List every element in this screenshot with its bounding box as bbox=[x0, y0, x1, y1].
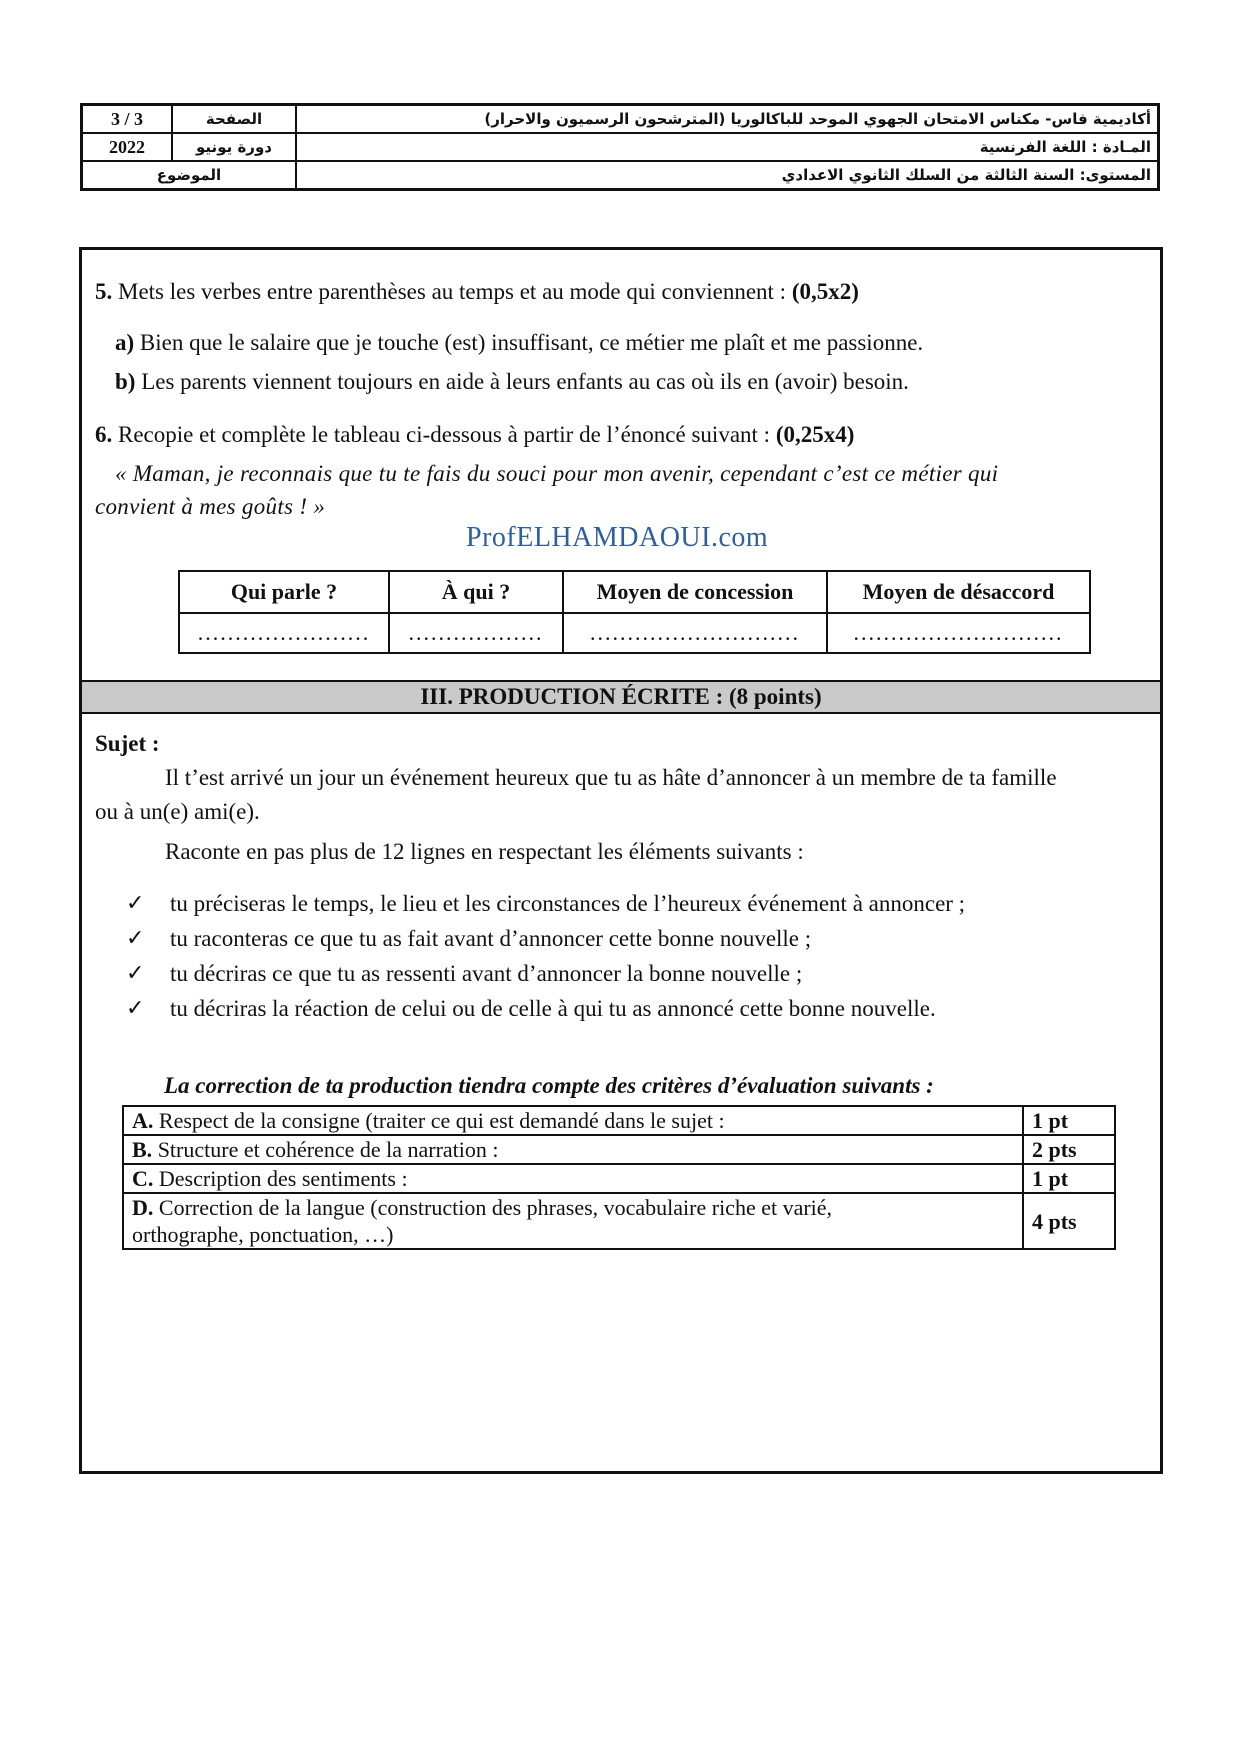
criteria-points: 2 pts bbox=[1023, 1135, 1115, 1164]
check-icon: ✓ bbox=[126, 960, 145, 985]
criteria-letter: C. bbox=[132, 1166, 154, 1191]
criteria-title: La correction de ta production tiendra compte des critères d’évaluation suivants : bbox=[164, 1073, 934, 1098]
watermark-text: ProfELHAMDAOUI.com bbox=[466, 522, 769, 553]
checklist-item: tu raconteras ce que tu as fait avant d’annoncer cette bonne nouvelle ; bbox=[170, 926, 812, 951]
subject-label: المـادة : اللغة الفرنسية bbox=[296, 133, 1159, 161]
question-5-number: 5. bbox=[95, 279, 113, 304]
criteria-text: Description des sentiments : bbox=[153, 1166, 408, 1191]
question-6-number: 6. bbox=[95, 422, 113, 447]
answer-header-recipient: À qui ? bbox=[389, 571, 563, 613]
exam-header-table bbox=[80, 103, 1160, 191]
mawdou-label: الموضوع bbox=[82, 161, 297, 190]
checklist-item: tu décriras ce que tu as ressenti avant d’annoncer la bonne nouvelle ; bbox=[170, 961, 803, 986]
question-6 bbox=[95, 421, 854, 449]
sujet-para-line-2: ou à un(e) ami(e). bbox=[95, 799, 260, 824]
question-5a bbox=[115, 329, 923, 357]
exam-content-frame bbox=[79, 247, 1163, 1474]
criteria-text-continued: orthographe, ponctuation, …) bbox=[132, 1222, 394, 1247]
criteria-text: Structure et cohérence de la narration : bbox=[152, 1137, 499, 1162]
answer-header-speaker: Qui parle ? bbox=[179, 571, 389, 613]
session-label: دورة يونيو bbox=[172, 133, 296, 161]
answer-header-disagreement: Moyen de désaccord bbox=[827, 571, 1090, 613]
question-5-text: Mets les verbes entre parenthèses au temps et au mode qui conviennent : bbox=[112, 279, 792, 304]
criteria-points: 4 pts bbox=[1023, 1193, 1115, 1249]
question-5a-label: a) bbox=[115, 330, 135, 355]
check-icon: ✓ bbox=[126, 995, 145, 1020]
criteria-row bbox=[123, 1106, 1023, 1135]
question-5b bbox=[115, 368, 909, 396]
criteria-text: Correction de la langue (construction des phrases, vocabulaire riche et varié, bbox=[153, 1195, 833, 1220]
criteria-letter: B. bbox=[132, 1137, 153, 1162]
criteria-letter: D. bbox=[132, 1195, 154, 1220]
question-6-points: (0,25x4) bbox=[775, 422, 855, 447]
sujet-label: Sujet : bbox=[95, 731, 160, 756]
criteria-points: 1 pt bbox=[1023, 1106, 1115, 1135]
answer-blank-speaker: ....................... bbox=[179, 613, 389, 653]
check-icon: ✓ bbox=[126, 890, 145, 915]
criteria-table bbox=[122, 1105, 1116, 1250]
checklist-item: tu décriras la réaction de celui ou de celle à qui tu as annoncé cette bonne nouvelle. bbox=[170, 996, 936, 1021]
answer-blank-disagreement: ............................ bbox=[827, 613, 1090, 653]
exam-year: 2022 bbox=[82, 133, 173, 161]
question-5 bbox=[95, 278, 859, 306]
quote-line-1: « Maman, je reconnais que tu te fais du souci pour mon avenir, cependant c’est ce métier qui bbox=[115, 461, 999, 486]
page-label: الصفحة bbox=[172, 105, 296, 134]
sujet-para-line-1: Il t’est arrivé un jour un événement heureux que tu as hâte d’annoncer à un membre de ta famille bbox=[165, 765, 1057, 790]
checklist-item: tu préciseras le temps, le lieu et les circonstances de l’heureux événement à annoncer ; bbox=[170, 891, 966, 916]
quote-line-2: convient à mes goûts ! » bbox=[95, 494, 326, 519]
question-5b-label: b) bbox=[115, 369, 136, 394]
answer-blank-recipient: .................. bbox=[389, 613, 563, 653]
criteria-points: 1 pt bbox=[1023, 1164, 1115, 1193]
criteria-row bbox=[123, 1193, 1023, 1249]
criteria-text: Respect de la consigne (traiter ce qui est demandé dans le sujet : bbox=[153, 1108, 725, 1133]
question-6-text: Recopie et complète le tableau ci-dessous à partir de l’énoncé suivant : bbox=[112, 422, 776, 447]
answer-table bbox=[178, 570, 1091, 654]
sujet-instruction: Raconte en pas plus de 12 lignes en respectant les éléments suivants : bbox=[165, 839, 804, 864]
criteria-row bbox=[123, 1164, 1023, 1193]
question-5b-text: Les parents viennent toujours en aide à leurs enfants au cas où ils en (avoir) besoin. bbox=[135, 369, 909, 394]
question-5-points: (0,5x2) bbox=[791, 279, 859, 304]
academy-title: أكاديمية فاس- مكناس الامتحان الجهوي الموحد للباكالوريا (المترشحون الرسميون والاحرار) bbox=[296, 105, 1159, 134]
section-title: III. PRODUCTION ÉCRITE : (8 points) bbox=[82, 680, 1160, 714]
criteria-row bbox=[123, 1135, 1023, 1164]
level-label: المستوى: السنة الثالثة من السلك الثانوي الاعدادي bbox=[296, 161, 1159, 190]
check-icon: ✓ bbox=[126, 925, 145, 950]
question-5a-text: Bien que le salaire que je touche (est) insuffisant, ce métier me plaît et me passionne. bbox=[134, 330, 924, 355]
criteria-letter: A. bbox=[132, 1108, 154, 1133]
page-number: 3 / 3 bbox=[82, 105, 173, 134]
answer-blank-concession: ............................ bbox=[563, 613, 827, 653]
answer-header-concession: Moyen de concession bbox=[563, 571, 827, 613]
